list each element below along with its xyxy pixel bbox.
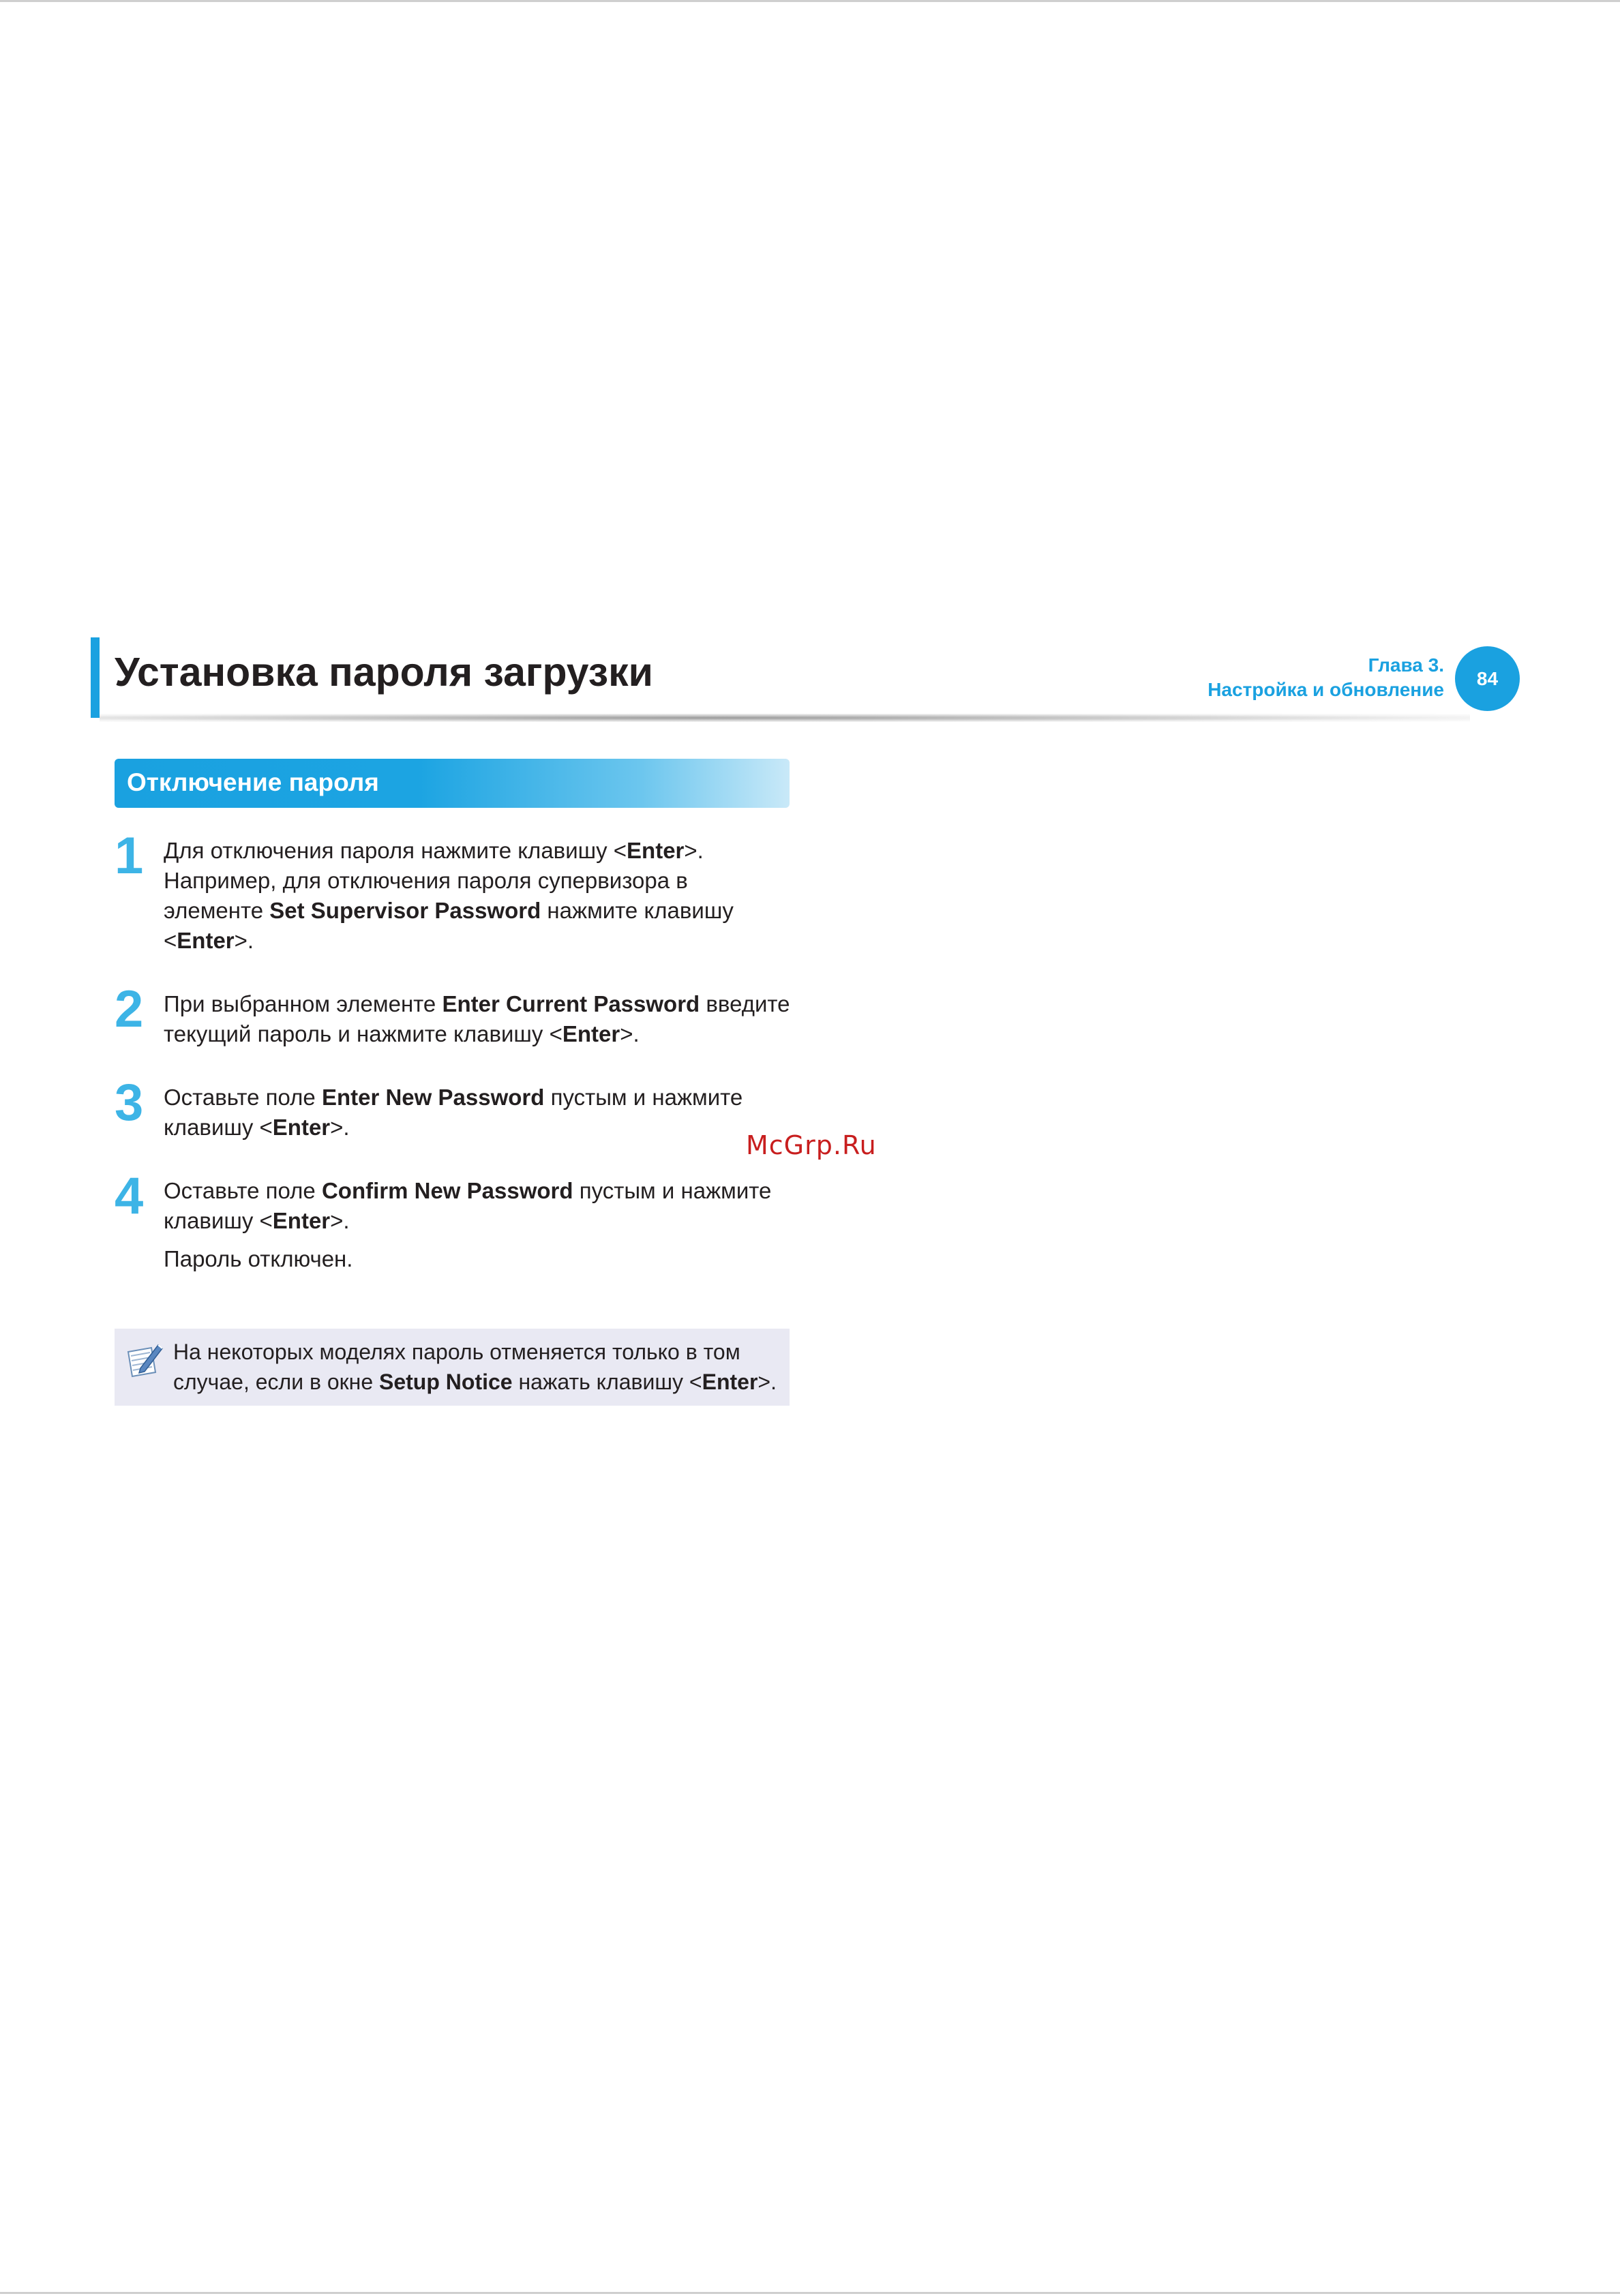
key-name: Enter bbox=[627, 838, 685, 863]
menu-item-name: Confirm New Password bbox=[321, 1178, 573, 1203]
menu-item-name: Enter Current Password bbox=[442, 991, 700, 1016]
chapter-number: Глава 3. bbox=[1368, 654, 1444, 676]
step-number: 4 bbox=[115, 1167, 144, 1225]
section-title: Отключение пароля bbox=[127, 768, 379, 796]
text-run: Оставьте поле bbox=[164, 1178, 322, 1203]
key-name: Enter bbox=[562, 1021, 620, 1046]
page-number: 84 bbox=[1476, 667, 1499, 689]
page-title: Установка пароля загрузки bbox=[115, 650, 653, 695]
step-text bbox=[164, 836, 791, 956]
note-text bbox=[173, 1337, 783, 1397]
title-accent-bar bbox=[91, 637, 100, 718]
text-run: >. bbox=[758, 1370, 777, 1394]
top-border-line bbox=[0, 0, 1620, 2]
chapter-title: Настройка и обновление bbox=[1208, 679, 1444, 700]
menu-item-name: Enter New Password bbox=[321, 1085, 545, 1110]
text-run: пустым и нажмите клавишу < bbox=[164, 1178, 772, 1233]
step-text bbox=[164, 1176, 791, 1274]
title-underline bbox=[100, 714, 1470, 722]
text-run: пустым и нажмите клавишу < bbox=[164, 1085, 743, 1140]
window-name: Setup Notice bbox=[379, 1370, 513, 1394]
note-pencil-icon bbox=[124, 1341, 164, 1380]
text-run: Для отключения пароля нажмите клавишу < bbox=[164, 838, 627, 863]
text-run: >. bbox=[620, 1021, 640, 1046]
chapter-label bbox=[1208, 653, 1444, 702]
step-number: 3 bbox=[115, 1074, 144, 1132]
text-run: >. bbox=[330, 1208, 350, 1233]
text-run: >. bbox=[330, 1115, 350, 1140]
watermark: McGrp.Ru bbox=[746, 1130, 877, 1160]
step-result: Пароль отключен. bbox=[164, 1246, 353, 1271]
section-header bbox=[115, 759, 790, 808]
text-run: На некоторых моделях пароль отменяется только в том случае, если в окне bbox=[173, 1340, 740, 1394]
menu-item-name: Set Supervisor Password bbox=[269, 898, 541, 923]
step-text bbox=[164, 989, 791, 1049]
text-run: >. Например, для отключения пароля супервизора в элементе bbox=[164, 838, 704, 923]
text-run: Оставьте поле bbox=[164, 1085, 322, 1110]
text-run: нажать клавишу < bbox=[512, 1370, 702, 1394]
step-number: 2 bbox=[115, 980, 144, 1038]
page-number-badge bbox=[1455, 646, 1520, 711]
step-number: 1 bbox=[115, 827, 144, 885]
key-name: Enter bbox=[272, 1115, 331, 1140]
text-run: нажмите клавишу < bbox=[164, 898, 734, 953]
text-run: При выбранном элементе bbox=[164, 991, 442, 1016]
key-name: Enter bbox=[702, 1370, 758, 1394]
note-box bbox=[115, 1329, 790, 1406]
text-run: введите текущий пароль и нажмите клавишу < bbox=[164, 991, 790, 1046]
step-text bbox=[164, 1083, 791, 1143]
text-run: >. bbox=[234, 928, 254, 953]
key-name: Enter bbox=[177, 928, 235, 953]
bottom-border-line bbox=[0, 2292, 1620, 2294]
key-name: Enter bbox=[272, 1208, 331, 1233]
